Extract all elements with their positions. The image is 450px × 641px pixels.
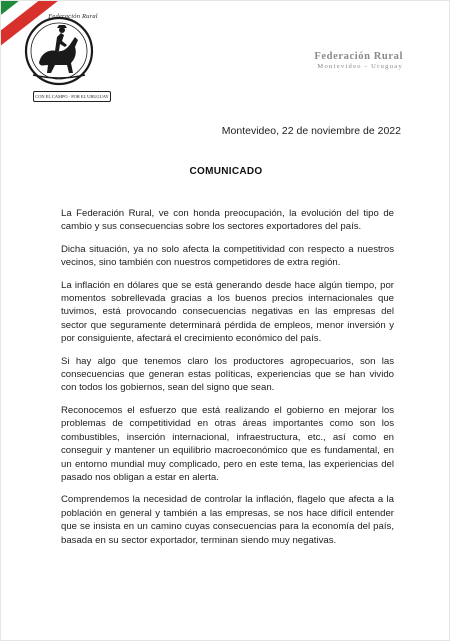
paragraph: Reconocemos el esfuerzo que está realizando el gobierno en mejorar los problemas de competitividad en otras áreas importantes como son los combustibles, inserción internacional, infraestructura, etc., así como en conseguir y mantener un equilibrio macroeconómico que es fundamental, en un entorno mundial muy complicado, pero en este tema, las experiencias del pasado nos obligan a estar en alerta. [61, 404, 394, 483]
logo-ribbon-text: CON EL CAMPO · POR EL URUGUAY [33, 91, 111, 102]
org-name: Federación Rural [314, 51, 403, 62]
document-date: Montevideo, 22 de noviembre de 2022 [221, 125, 401, 137]
federation-logo [15, 7, 109, 99]
letterhead [314, 51, 403, 70]
paragraph: La Federación Rural, ve con honda preocupación, la evolución del tipo de cambio y sus consecuencias sobre los sectores exportadores del país. [61, 208, 394, 233]
logo-arc-text: Federación Rural [48, 13, 98, 20]
paragraph: Dicha situación, ya no solo afecta la competitividad con respecto a nuestros vecinos, sino también con nuestros competidores de extra región. [61, 243, 394, 269]
document-title: COMUNICADO [189, 166, 263, 177]
paragraph: La inflación en dólares que se está generando desde hace algún tiempo, por momentos sobrellevada gracias a los buenos precios internacionales que tuvimos, está provocando consecuencias negativas en las empresas del sector que seguramente determinará pérdida de empleos, menor inversión y por consiguiente, afectará el crecimiento económico del país. [61, 279, 394, 345]
document-body [61, 207, 394, 556]
org-place: Montevideo - Uruguay [317, 63, 403, 70]
gaucho-rider-emblem-icon [15, 7, 97, 97]
paragraph: Si hay algo que tenemos claro los productores agropecuarios, son las consecuencias que generan estas políticas, experiencias que se han vivido con todos los gobiernos, sean del signo que sean. [61, 355, 394, 394]
paragraph: Comprendemos la necesidad de controlar la inflación, flagelo que afecta a la población en general y también a las empresas, se nos hace difícil entender que se insista en un camino cuyas consecuencias para la economía del país, basada en su sector exportador, terminan siendo muy negativas. [61, 494, 394, 546]
